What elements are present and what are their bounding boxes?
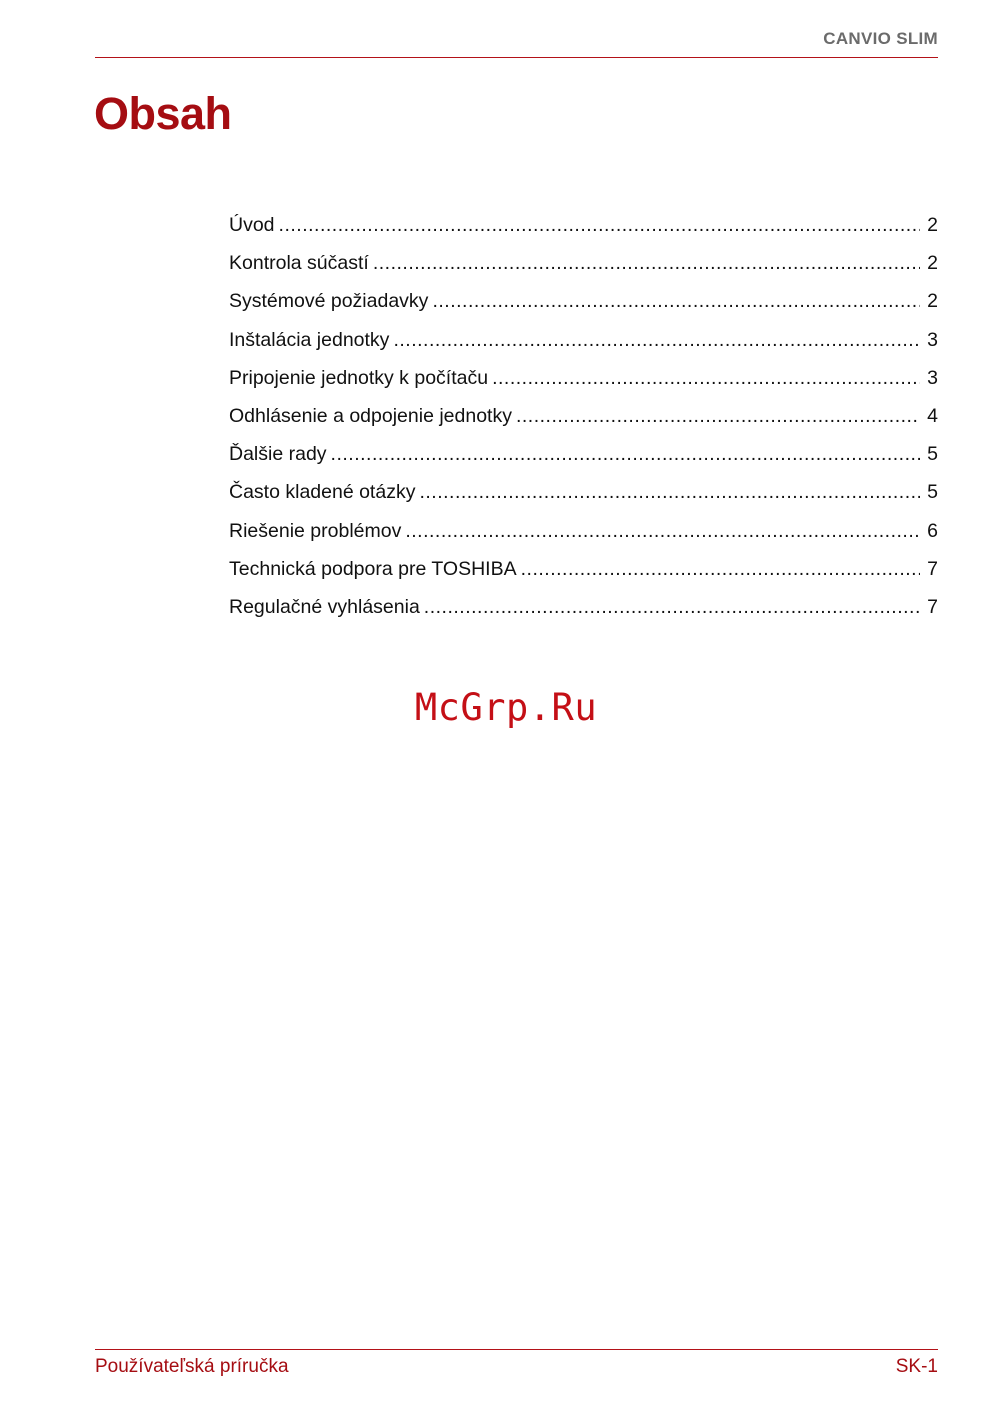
toc-dot-leader — [373, 244, 920, 282]
toc-entry-page: 4 — [927, 404, 938, 427]
table-of-contents — [229, 206, 938, 626]
toc-dot-leader — [419, 473, 920, 511]
toc-entry[interactable] — [229, 397, 938, 435]
toc-entry-page: 6 — [927, 519, 938, 542]
toc-dot-leader — [424, 588, 920, 626]
footer-manual-title: Používateľská príručka — [95, 1356, 289, 1377]
toc-entry-title: Často kladené otázky — [229, 481, 416, 504]
toc-entry-page: 2 — [927, 290, 938, 313]
toc-entry-page: 3 — [927, 366, 938, 389]
watermark: McGrp.Ru — [414, 686, 598, 729]
toc-entry[interactable] — [229, 473, 938, 511]
toc-entry-page: 5 — [927, 443, 938, 466]
footer-divider — [95, 1349, 938, 1350]
toc-entry-page: 7 — [927, 595, 938, 618]
page-title: Obsah — [94, 88, 232, 139]
toc-entry[interactable] — [229, 244, 938, 282]
toc-entry-title: Regulačné vyhlásenia — [229, 595, 420, 618]
toc-entry[interactable] — [229, 588, 938, 626]
toc-entry-title: Úvod — [229, 214, 275, 236]
toc-dot-leader — [516, 397, 920, 435]
toc-entry-title: Inštalácia jednotky — [229, 328, 390, 351]
header-divider — [95, 57, 938, 58]
toc-entry-page: 7 — [927, 557, 938, 580]
toc-entry-title: Technická podpora pre TOSHIBA — [229, 557, 517, 580]
toc-entry-title: Riešenie problémov — [229, 519, 402, 542]
toc-entry-title: Ďalšie rady — [229, 443, 327, 466]
toc-entry[interactable] — [229, 359, 938, 397]
toc-dot-leader — [331, 435, 920, 473]
toc-entry-title: Systémové požiadavky — [229, 290, 429, 313]
toc-entry[interactable] — [229, 282, 938, 320]
toc-dot-leader — [393, 321, 920, 359]
footer-page-number: SK-1 — [895, 1356, 938, 1377]
product-name-header: CANVIO SLIM — [823, 29, 938, 48]
toc-entry-title: Odhlásenie a odpojenie jednotky — [229, 404, 512, 427]
toc-entry[interactable] — [229, 512, 938, 550]
toc-entry-page: 3 — [927, 328, 938, 351]
toc-entry-page: 2 — [927, 252, 938, 275]
toc-dot-leader — [492, 359, 920, 397]
toc-dot-leader — [279, 206, 920, 244]
toc-entry-title: Pripojenie jednotky k počítaču — [229, 366, 489, 389]
toc-entry-page: 5 — [927, 481, 938, 504]
toc-dot-leader — [521, 550, 920, 588]
toc-entry[interactable] — [229, 206, 938, 244]
toc-entry[interactable] — [229, 550, 938, 588]
toc-dot-leader — [432, 282, 920, 320]
toc-dot-leader — [405, 512, 920, 550]
toc-entry-page: 2 — [927, 214, 938, 236]
toc-entry[interactable] — [229, 321, 938, 359]
toc-entry-title: Kontrola súčastí — [229, 252, 369, 275]
toc-entry[interactable] — [229, 435, 938, 473]
